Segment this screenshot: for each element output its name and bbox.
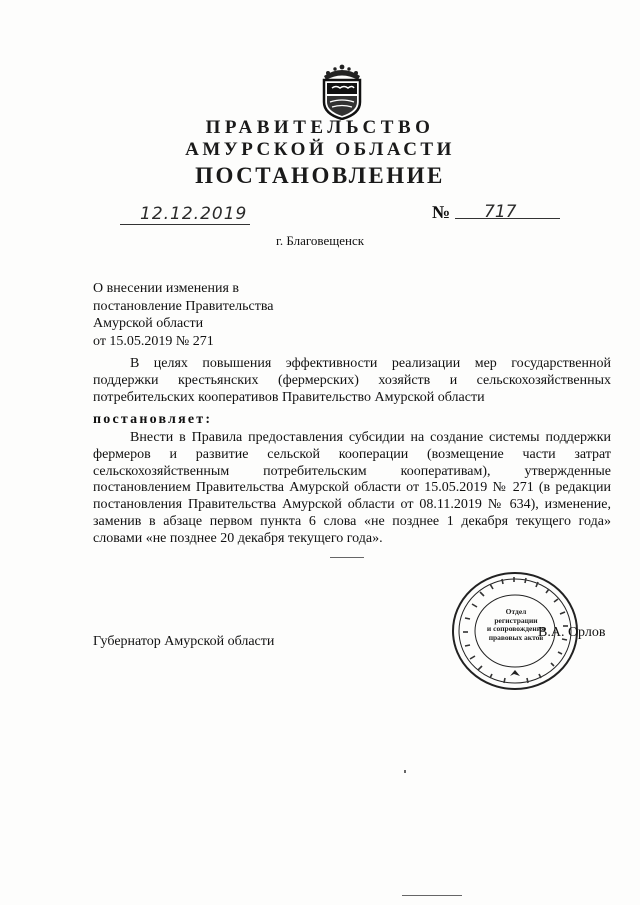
decree-word: постановляет: (93, 412, 213, 427)
decree-paragraph: Внести в Правила предоставления субсидии на создание системы поддержки фермеров и развитие сельской кооперации (возмещение части затрат сельскохозяйственным потребительским кооперативам), утвержденные постановлением Правительства Амурской области от 15.05.2019 № 271 (в редакции постановления Правительства Амурской области от 08.11.2019 № 634), изменение, заменив в абзаце первом пункта 6 слова «не позднее 1 декабря текущего года» словами «не позднее 20 декабря текущего года». (93, 430, 611, 546)
scan-speck (404, 770, 406, 773)
document-number: 717 (484, 202, 517, 222)
seal-text-line: регистрации (494, 615, 538, 625)
subject-line: постановление Правительства (93, 298, 274, 314)
seal-text-line: и сопровождения (486, 624, 546, 634)
signatory-name: В.А. Орлов (538, 625, 606, 640)
org-name-line2: АМУРСКОЙ ОБЛАСТИ (185, 139, 455, 160)
date-underline (120, 224, 250, 225)
scan-speck (330, 557, 364, 558)
seal-text-line: правовых актов (488, 632, 544, 642)
subject-line: от 15.05.2019 № 271 (93, 333, 214, 349)
document-date: 12.12.2019 (140, 204, 248, 224)
subject-line: Амурской области (93, 316, 204, 331)
subject-line: О внесении изменения в (93, 281, 239, 296)
number-label: № (432, 202, 451, 222)
number-underline (455, 218, 560, 219)
org-name-line1: ПРАВИТЕЛЬСТВО (205, 117, 435, 138)
coat-of-arms-icon (318, 62, 366, 120)
signatory-title: Губернатор Амурской области (93, 634, 275, 649)
document-subject (93, 280, 273, 350)
preamble-paragraph: В целях повышения эффективности реализации мер государственной поддержки крестьянских (фермерских) хозяйств и сельскохозяйственных потребительских кооперативов Правительство Амурской области (93, 356, 611, 405)
scan-speck (402, 895, 462, 896)
document-city: г. Благовещенск (275, 233, 365, 248)
seal-text-line: Отдел (505, 607, 527, 616)
document-type: ПОСТАНОВЛЕНИЕ (195, 163, 445, 188)
